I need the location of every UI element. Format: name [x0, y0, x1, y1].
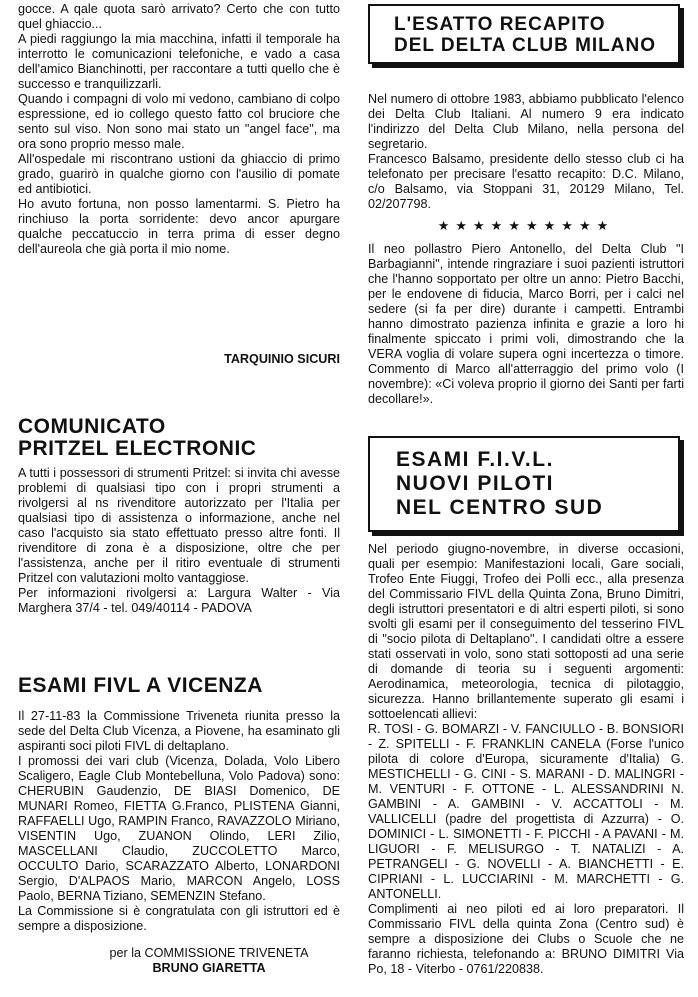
- vicenza-credit-name: BRUNO GIARETTA: [152, 961, 266, 975]
- story-paragraph: Quando i compagni di volo mi vedono, cambiano di colpo espressione, ed io collego questo fatto col bruciore che sento sul viso. Non sono mai stato un "angel face", ma ora sono proprio messo male.: [18, 92, 340, 151]
- pritzel-title-line2: PRITZEL ELECTRONIC: [18, 437, 257, 460]
- recapito-paragraph: Nel numero di ottobre 1983, abbiamo pubblicato l'elenco dei Delta Club Italiani. Al numero 9 era indicato l'indirizzo del Delta Club Milano, nella persona del segretario.: [368, 92, 684, 151]
- centrosud-body: [368, 542, 684, 977]
- centrosud-closing: Complimenti ai neo piloti ed ai loro preparatori. Il Commissario FIVL della quinta Zona (Centro sud) è sempre a disposizione dei Clubs o Scuole che ne faranno richiesta, telefonando a: BRUNO DIMITRI Via Po, 18 - Viterbo - 0761/220838.: [368, 902, 684, 976]
- story-paragraph: gocce. A qale quota sarò arrivato? Certo che con tutto quel ghiaccio...: [18, 2, 340, 31]
- centrosud-title-line3: NEL CENTRO SUD: [396, 496, 604, 519]
- pritzel-contact: Per informazioni rivolgersi a: Largura Walter - Via Marghera 37/4 - tel. 049/40114 - PADOVA: [18, 586, 340, 615]
- story-paragraph: Ho avuto fortuna, non posso lamentarmi. S. Pietro ha rinchiuso la porta sorridente: devo ancor apurgare qualche peccatuccio in terra prima di esser degno dell'aureola che già porta il mio nome.: [18, 197, 340, 256]
- pritzel-paragraph: A tutti i possessori di strumenti Pritzel: si invita chi avesse problemi di qualsiasi tipo con i propri strumenti a rivolgersi al ns rivenditore autorizzato per l'Italia per qualsiasi tipo di assistenza o informazione, anche nel caso l'acquisto sia stato effettuato presso altre fonti. Il rivenditore di zona è a disposizione, oltre che per l'assistenza, anche per il ritiro eventuale di strumenti Pritzel con valutazioni molto vantaggiose.: [18, 466, 340, 585]
- centrosud-title-line1: ESAMI F.I.V.L.: [396, 448, 554, 471]
- recapito-body: [368, 92, 684, 407]
- centrosud-title-box: [368, 436, 680, 532]
- vicenza-credit: [18, 946, 340, 976]
- recapito-title-box: [368, 4, 680, 64]
- centrosud-names: R. TOSI - G. BOMARZI - V. FANCIULLO - B. BONSIORI - Z. SPITELLI - F. FRANKLIN CANELA (Forse l'unico pilota di colore d'Europa, sicuramente d'Italia) G. MESTICHELLI - G. CINI - S. MARANI - D. MALINGRI - M. VENTURI - F. OTTONE - L. ALESSANDRINI N. GAMBINI - A. GAMBINI - V. ACCATTOLI - M. VALLICELLI (padre del progettista di Azzurra) - O. DOMINICI - L. SIMONETTI - F. PICCHI - A PAVANI - M. LIGUORI - F. MELISURGO - T. NATALIZI - A. PETRANGELI - G. NOVELLI - A. BIANCHETTI - E. CIPRIANI - L. LUCCIARINI - M. MARCHETTI - G. ANTONELLI.: [368, 722, 684, 901]
- pritzel-title-line1: COMUNICATO: [18, 415, 166, 438]
- centrosud-paragraph: Nel periodo giugno-novembre, in diverse occasioni, quali per esempio: Manifestazioni locali, Gare sociali, Trofeo Ente Fiuggi, Trofeo dei Polli ecc., alla presenza del Commissario FIVL della Quinta Zona, Bruno Dimitri, degli istruttori presentatori e di altri esperti piloti, si sono svolti gli esami per il conseguimento del tesserino FIVL di "socio pilota di Deltaplano". I candidati oltre a essere stati osservati in volo, sono stati sottoposti ad una serie di domande di teoria su i seguenti argomenti: Aerodinamica, meteorologia, tecnica di pilotaggio, sicurezza. Hanno brillantemente superato gli esami i sottoelencati allievi:: [368, 542, 684, 721]
- recapito-title-line2: DEL DELTA CLUB MILANO: [394, 35, 656, 56]
- story-paragraph: All'ospedale mi riscontrano ustioni da ghiaccio di primo grado, guarirò in qualche giorno con l'ausilio di pomate ed antibiotici.: [18, 152, 340, 196]
- story-paragraph: A piedi raggiungo la mia macchina, infatti il temporale ha interrotto le comunicazioni telefoniche, e vado a casa dell'amico Bianchinotti, per raccontare a tutti quello che è successo e tranquilizzarli.: [18, 32, 340, 91]
- vicenza-section: [18, 675, 340, 976]
- pritzel-section: [18, 416, 340, 616]
- star-separator: ★★★★★★★★★★: [437, 218, 615, 233]
- antonello-paragraph: Il neo pollastro Piero Antonello, del Delta Club "I Barbagianni", intende ringraziare i suoi pazienti istruttori che l'hanno sopportato per oltre un anno: Pietro Bacchi, per le endovene di fiducia, Marco Borri, per i calci nel sedere (si fa per dire) durante i campetti. Entrambi hanno dimostrato pazienza infinita e grazie a loro hi finalmente spiccato i primi voli, dimostrando che la VERA voglia di volare supera ogni incertezza o timore. Commento di Marco all'atterraggio del primo volo (I novembre): «Ci voleva proprio il giorno dei Santi per farti decollare!».: [368, 242, 684, 406]
- recapito-title-line1: L'ESATTO RECAPITO: [394, 14, 606, 35]
- story-continuation: [18, 2, 340, 257]
- recapito-paragraph: Francesco Balsamo, presidente dello stesso club ci ha telefonato per precisare l'esatto recapito: D.C. Milano, c/o Balsamo, via Stoppani 31, 20129 Milano, Tel. 02/207798.: [368, 152, 684, 211]
- vicenza-paragraph: La Commissione si è congratulata con gli istruttori ed è sempre a disposizione.: [18, 904, 340, 933]
- vicenza-title: ESAMI FIVL A VICENZA: [18, 674, 263, 697]
- vicenza-paragraph: I promossi dei vari club (Vicenza, Dolada, Volo Libero Scaligero, Eagle Club Montebelluna, Volo Padova) sono: CHERUBIN Gaudenzio, DE BIASI Domenico, DE MUNARI Romeo, FIETTA G.Franco, PLISTENA Gianni, RAFFAELLI Ugo, RAMPIN Franco, RAVAZZOLO Miriano, VISENTIN Ugo, ZUANON Olindo, LERI Zilio, MASCELLANI Claudio, ZUCCOLETTO Marco, OCCULTO Dario, SCARAZZATO Alberto, LONARDONI Sergio, D'ALPAOS Mario, MARCON Angelo, LOSS Paolo, BERNA Tiziano, SEMENZIN Stefano.: [18, 754, 340, 903]
- story-signature: TARQUINIO SICURI: [224, 352, 340, 366]
- centrosud-title-line2: NUOVI PILOTI: [396, 472, 555, 495]
- vicenza-paragraph: Il 27-11-83 la Commissione Triveneta riunita presso la sede del Delta Club Vicenza, a Piovene, ha esaminato gli aspiranti soci piloti FIVL di deltaplano.: [18, 709, 340, 753]
- vicenza-credit-line1: per la COMMISSIONE TRIVENETA: [109, 946, 309, 960]
